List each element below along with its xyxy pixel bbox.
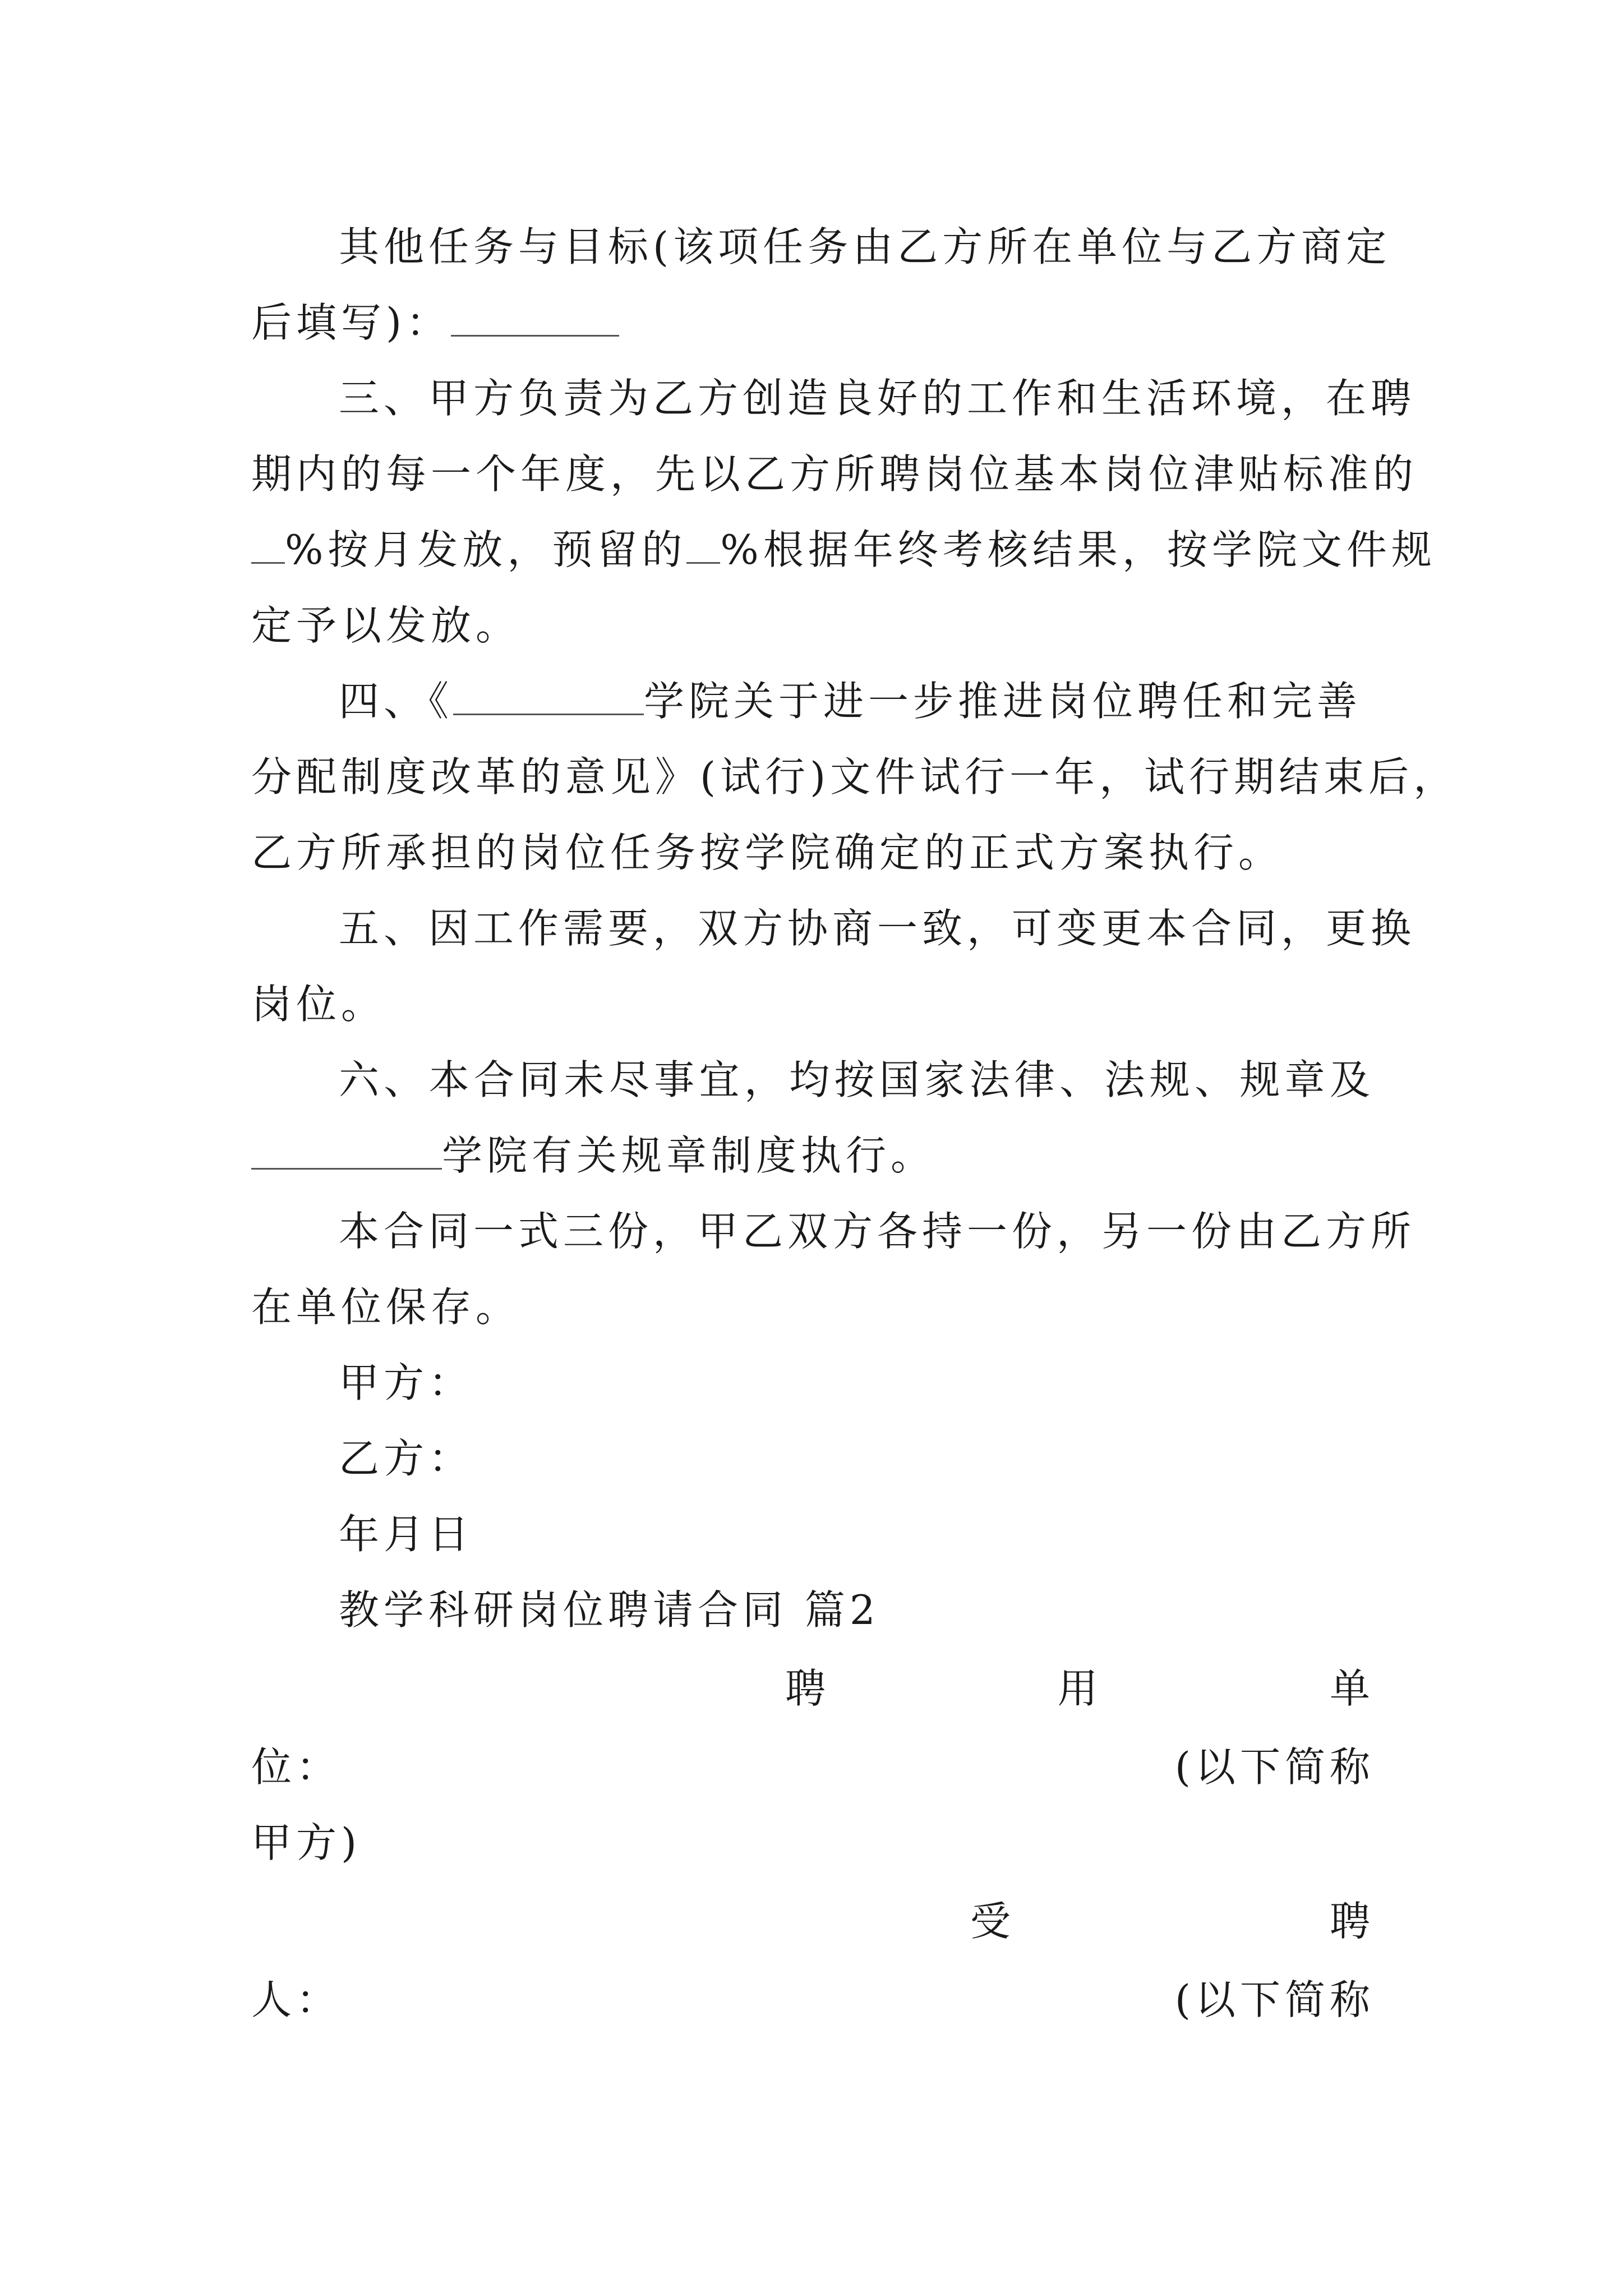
paragraph-line bbox=[251, 446, 1418, 502]
text: %按月发放，预留的 bbox=[285, 526, 687, 573]
section-title: 教学科研岗位聘请合同 篇2 bbox=[339, 1586, 880, 1634]
employer-heading bbox=[785, 1660, 1375, 1717]
text: 三、甲方负责为乙方创造良好的工作和生活环境，在聘 bbox=[339, 375, 1416, 422]
date-line: 年月日 bbox=[339, 1511, 474, 1558]
fill-in-blank bbox=[451, 301, 619, 337]
text: 四、《 bbox=[339, 678, 454, 725]
fill-in-blank bbox=[251, 528, 285, 564]
party-b-label: 乙方： bbox=[339, 1435, 474, 1482]
text: 分配制度改革的意见》(试行)文件试行一年，试行期结束后， bbox=[251, 753, 1459, 800]
text: 人： bbox=[251, 1976, 342, 2023]
text: 学院有关规章制度执行。 bbox=[442, 1132, 936, 1179]
text: 聘 bbox=[785, 1665, 831, 1712]
paragraph-line bbox=[251, 1128, 1375, 1184]
fill-in-blank bbox=[251, 1134, 442, 1170]
employer-party: 甲方) bbox=[251, 1819, 362, 1866]
paragraph-line bbox=[251, 976, 1375, 1032]
party-a-label: 甲方： bbox=[339, 1359, 474, 1406]
paragraph-line bbox=[339, 219, 1391, 275]
text: 单 bbox=[1329, 1665, 1375, 1712]
paragraph-line bbox=[251, 597, 1375, 654]
text: 五、因工作需要，双方协商一致，可变更本合同，更换 bbox=[339, 905, 1416, 952]
text: 聘 bbox=[1329, 1898, 1375, 1945]
employer-abbr bbox=[251, 1739, 1375, 1795]
employee-heading bbox=[970, 1893, 1375, 1949]
text: 本合同一式三份，甲乙双方各持一份，另一份由乙方所 bbox=[339, 1208, 1416, 1255]
text: 用 bbox=[1057, 1665, 1103, 1712]
employee-abbr bbox=[251, 1972, 1375, 2028]
paragraph-line bbox=[251, 749, 1459, 805]
text: (以下简称 bbox=[1174, 1976, 1375, 2023]
paragraph-line bbox=[339, 900, 1416, 956]
text: 乙方所承担的岗位任务按学院确定的正式方案执行。 bbox=[251, 829, 1284, 876]
text: 其他任务与目标(该项任务由乙方所在单位与乙方商定 bbox=[339, 223, 1391, 270]
text: 岗位。 bbox=[251, 981, 386, 1028]
fill-in-blank bbox=[453, 680, 644, 715]
text: 位： bbox=[251, 1743, 342, 1791]
paragraph-line bbox=[339, 1052, 1375, 1108]
text: (以下简称 bbox=[1174, 1743, 1375, 1791]
paragraph-line bbox=[339, 1203, 1416, 1259]
text: 六、本合同未尽事宜，均按国家法律、法规、规章及 bbox=[339, 1056, 1375, 1103]
text: 学院关于进一步推进岗位聘任和完善 bbox=[644, 678, 1362, 725]
paragraph-line bbox=[339, 370, 1416, 426]
text: 在单位保存。 bbox=[251, 1283, 521, 1331]
text: 受 bbox=[970, 1898, 1016, 1945]
paragraph-line bbox=[251, 295, 1375, 351]
fill-in-blank bbox=[686, 528, 720, 564]
paragraph-line bbox=[251, 522, 1436, 578]
text: 定予以发放。 bbox=[251, 602, 521, 649]
text: 期内的每一个年度，先以乙方所聘岗位基本岗位津贴标准的 bbox=[251, 450, 1418, 498]
paragraph-line bbox=[251, 825, 1375, 881]
text: 后填写)： bbox=[251, 299, 451, 346]
paragraph-line bbox=[339, 673, 1375, 729]
text: %根据年终考核结果，按学院文件规 bbox=[720, 526, 1436, 573]
paragraph-line bbox=[251, 1279, 1375, 1335]
